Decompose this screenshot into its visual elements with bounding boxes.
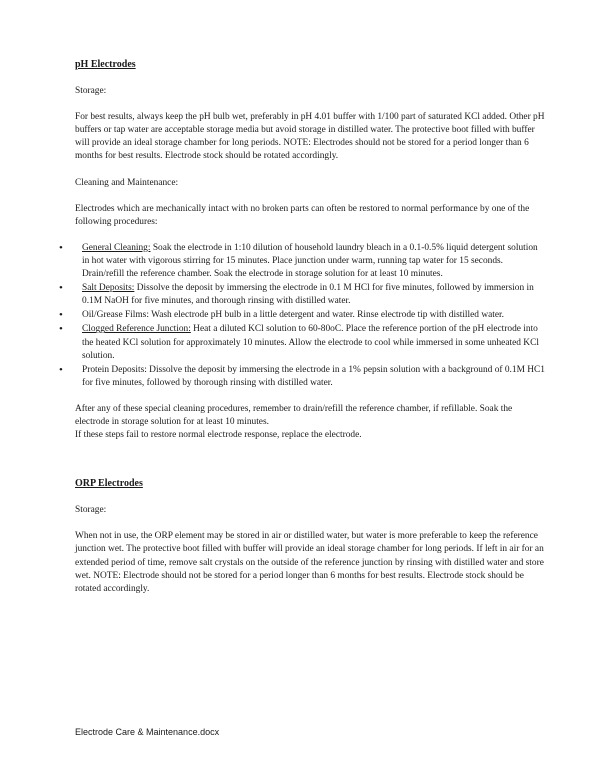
orp-electrodes-heading: ORP Electrodes bbox=[75, 478, 143, 490]
procedure-clogged-reference-junction bbox=[59, 323, 545, 362]
bullet-icon: • bbox=[59, 309, 63, 322]
procedure-title: Clogged Reference Junction: bbox=[82, 324, 191, 335]
procedure-protein-deposits bbox=[59, 363, 545, 390]
cleaning-procedure-list bbox=[59, 241, 545, 390]
procedure-general-cleaning bbox=[59, 241, 545, 281]
document-page bbox=[59, 58, 545, 609]
bullet-icon: • bbox=[59, 282, 63, 295]
bullet-icon: • bbox=[59, 241, 63, 254]
ph-replace-electrode-paragraph: If these steps fail to restore normal electrode response, replace the electrode. bbox=[75, 430, 362, 441]
procedure-text: Dissolve the deposit by immersing the electrode in 0.1 M HCl for five minutes, followed by immersion in 0.1M NaOH for five minutes, and thorough rinsing with distilled water. bbox=[82, 283, 534, 307]
ph-electrodes-heading: pH Electrodes bbox=[75, 59, 136, 70]
ph-after-cleaning-paragraph: After any of these special cleaning procedures, remember to drain/refill the reference chamber, if refillable. Soak the electrode in storage solution for at least 10 minutes. bbox=[75, 403, 513, 427]
ph-storage-paragraph: For best results, always keep the pH bulb wet, preferably in pH 4.01 buffer with 1/100 part of saturated KCl added. Other pH buffers or tap water are acceptable storage media but avoid storage in distilled water. The protective boot filled with buffer will provide an ideal storage chamber for long periods. NOTE: Electrodes should not be stored for a period longer than 6 months for best results. Electrode stock should be rotated accordingly. bbox=[75, 112, 545, 162]
procedure-text: Oil/Grease Films: Wash electrode pH bulb in a little detergent and water. Rinse electrode tip with distilled water. bbox=[82, 310, 504, 321]
ph-cleaning-intro: Electrodes which are mechanically intact with no broken parts can often be restored to normal performance by one of the following procedures: bbox=[75, 203, 530, 227]
ph-cleaning-label: Cleaning and Maintenance: bbox=[75, 177, 179, 188]
bullet-icon: • bbox=[59, 363, 63, 376]
orp-storage-paragraph: When not in use, the ORP element may be stored in air or distilled water, but water is more preferable to keep the reference junction wet. The protective boot filled with buffer will provide an ideal storage chamber for long periods. If left in air for an extended period of time, remove salt crystals on the outside of the reference junction by rinsing with distilled water and store wet. NOTE: Electrode should not be stored for a period longer than 6 months for best results. Electrode stock should be rotated accordingly. bbox=[75, 531, 544, 594]
procedure-salt-deposits bbox=[59, 282, 545, 308]
procedure-title: Salt Deposits: bbox=[82, 283, 135, 294]
bullet-icon: • bbox=[59, 323, 63, 336]
procedure-text: Heat a diluted KCl solution to 60-80oC. Place the reference portion of the pH electrode into the heated KCl solution for approximately 10 minutes. Allow the electrode to cool while immersed in some unheated KCl solution. bbox=[82, 324, 539, 361]
document-footer-filename: Electrode Care & Maintenance.docx bbox=[75, 727, 220, 737]
procedure-text: Protein Deposits: Dissolve the deposit by immersing the electrode in a 1% pepsin solution with a background of 0.1M HC1 for five minutes, followed by thorough rinsing with distilled water. bbox=[82, 364, 545, 388]
procedure-title: General Cleaning: bbox=[82, 242, 151, 253]
ph-storage-label: Storage: bbox=[75, 86, 107, 97]
orp-storage-label: Storage: bbox=[75, 505, 107, 516]
procedure-text: Soak the electrode in 1:10 dilution of household laundry bleach in a 0.1-0.5% liquid detergent solution in hot water with vigorous stirring for 15 minutes. Place junction under warm, running tap water for 15 seconds. Drain/refill the reference chamber. Soak the electrode in storage solution for at least 10 minutes. bbox=[82, 242, 538, 280]
procedure-oil-grease-films bbox=[59, 309, 545, 322]
